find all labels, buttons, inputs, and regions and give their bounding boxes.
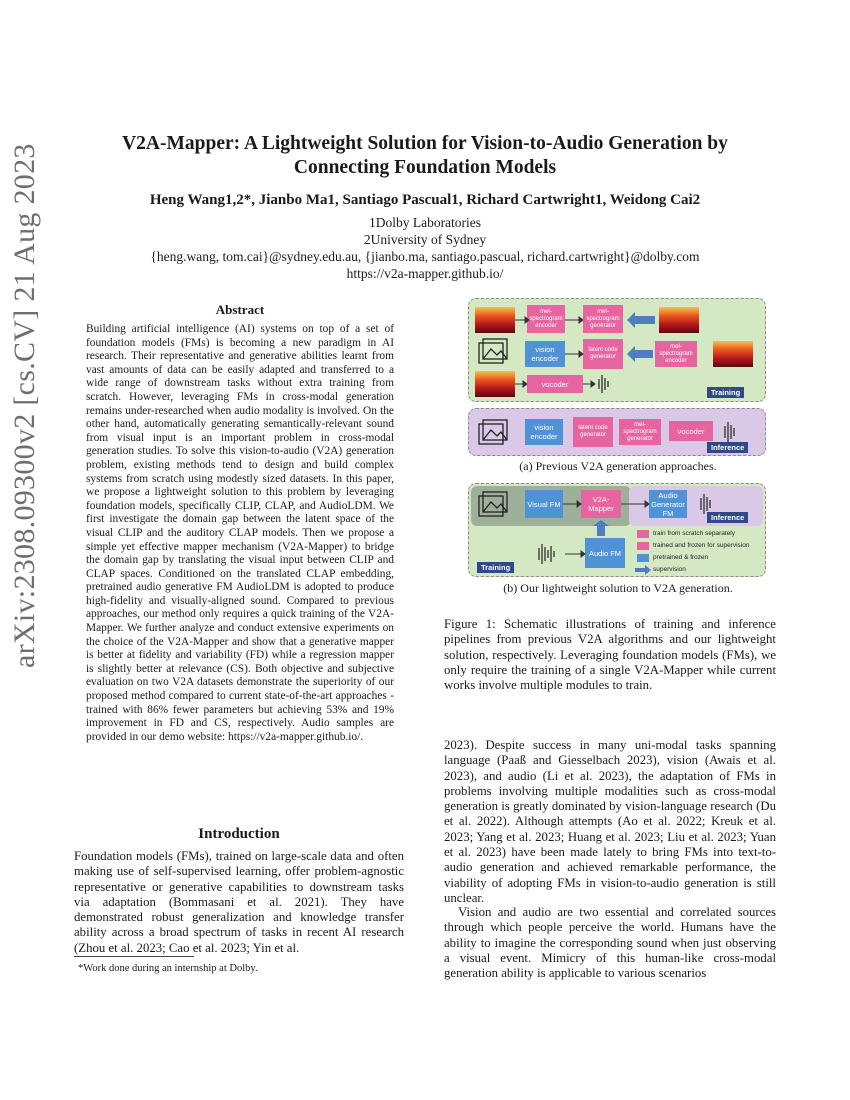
legend-arrow-icon [635, 565, 653, 575]
training-tag: Training [477, 562, 514, 573]
mel-generator-block: mel-spectrogram generator [583, 305, 623, 333]
introduction-heading: Introduction [198, 826, 280, 842]
v2a-mapper-block: V2A-Mapper [581, 490, 621, 518]
figure-1 [468, 298, 768, 598]
intro-paragraph-2-text: Vision and audio are two essential and correlated sources through which people perceive the world. Humans have the ability to imagine the corresponding sound when just observing a visual event. Mimicry of this human-like cross-modal generation ability is applicable to various scenarios [444, 905, 776, 981]
audio-generator-fm-block: Audio Generator FM [649, 490, 687, 518]
footnote-rule [74, 956, 194, 957]
inference-tag: Inference [707, 512, 748, 523]
inference-a-arrows [469, 409, 767, 457]
legend-scratch: train from scratch separately [653, 530, 736, 537]
legend-pretrained: pretrained & frozen [653, 554, 709, 561]
abstract-text: Building artificial intelligence (AI) systems on top of a set of foundation models (FMs) is becoming a new paradigm in AI research. Their representative and generative abilities learnt from vast amounts of data can be easily adapted and transferred to a wide range of downstream tasks without extra training from scratch. However, leveraging FMs in cross-modal generation remains under-researched when audio modality is involved. On the other hand, automatically generating semantically-relevant sound from visual input is an important problem in cross-modal generation studies. To solve this vision-to-audio (V2A) generation problem, existing methods tend to design and build complex systems from scratch using modestly sized datasets. In this paper, we propose a lightweight solution to this problem by leveraging foundation models, specifically CLIP, CLAP, and AudioLDM. We first investigate the domain gap between the latent space of the visual CLIP and the auditory CLAP models. Then we propose a simple yet effective mapper mechanism (V2A-Mapper) to bridge the domain gap by translating the visual input between CLIP and CLAP spaces. Conditioned on the translated CLAP embedding, pretrained audio generative FM AudioLDM is adopted to produce high-fidelity and visually-aligned sound. Compared to previous approaches, our method only requires a quick training of the V2A-Mapper. We further analyze and conduct extensive experiments on the choice of the V2A-Mapper and show that a generative mapper is better at fidelity and variability (FD) while a regression mapper is slightly better at relevance (CS). Both objective and subjective evaluation on two V2A datasets demonstrate the superiority of our proposed method compared to current state-of-the-art approaches - trained with 86% fewer parameters but achieving 53% and 19% improvement in FD and CS, respectively. Audio samples are provided in our demo website: https://v2a-mapper.github.io/. [86, 323, 394, 743]
intro-paragraph-1: Foundation models (FMs), trained on large-scale data and often making use of self-supervised learning, offer problem-agnostic representative or generative capabilities to downstream tasks via adaptation (Bommasani et al. 2021). They have demonstrated robust generalization and knowledge transfer ability across a broad spectrum of tasks in recent AI research (Zhou et al. 2023; Cao et al. 2023; Yin et al. [74, 849, 404, 955]
legend-swatch-blue [637, 554, 649, 562]
training-panel-a [468, 298, 766, 402]
latent-generator-block: latent code generator [573, 417, 613, 447]
vision-encoder-block: vision encoder [525, 341, 565, 367]
mel-encoder-block-2: mel-spectrogram encoder [655, 341, 697, 367]
subcaption-a: (a) Previous V2A generation approaches. [519, 459, 717, 473]
vocoder-block: vocoder [669, 421, 713, 441]
affiliation-1: 1Dolby Laboratories [368, 215, 482, 230]
vision-encoder-block: vision encoder [525, 419, 563, 445]
author-emails: {heng.wang, tom.cai}@sydney.edu.au, {jianbo.ma, santiago.pascual, richard.cartwright}@dolby.com [150, 249, 700, 264]
visual-fm-block: Visual FM [525, 490, 563, 518]
legend-frozen: trained and frozen for supervision [653, 542, 750, 549]
affiliation-2: 2University of Sydney [363, 232, 487, 247]
latent-generator-block: latent code generator [583, 339, 623, 369]
training-tag: Training [707, 387, 744, 398]
paper-title [60, 132, 790, 180]
project-website[interactable]: https://v2a-mapper.github.io/ [346, 266, 504, 281]
arxiv-stamp: arXiv:2308.09300v2 [cs.CV] 21 Aug 2023 [8, 143, 41, 668]
training-a-arrows [469, 299, 767, 403]
footnote: *Work done during an internship at Dolby. [78, 963, 258, 974]
intro-continuation: 2023). Despite success in many uni-modal tasks spanning language (Paaß and Giesselbach 2023), vision (Awais et al. 2023), and audio (Li et al. 2023), the adaptation of FMs in problems involving multiple modalities such as cross-modal generation is greatly dominated by vision-language research (Du et al. 2022). Although attempts (Ao et al. 2022; Kreuk et al. 2023; Yang et al. 2023; Huang et al. 2023; Liu et al. 2023; Yuan et al. 2023) have been made lately to bring FMs into text-to-audio generation and achieved remarkable performance, the viability of adopting FMs in vision-to-audio generation is still unclear. [444, 738, 776, 905]
legend-swatch-pink-lock [637, 542, 649, 550]
vocoder-block: vocoder [527, 375, 583, 393]
abstract-heading: Abstract [215, 302, 265, 317]
intro-paragraph-2 [444, 905, 776, 981]
legend-supervision: supervision [653, 566, 686, 573]
inference-panel-a [468, 408, 766, 456]
figure-caption: Figure 1: Schematic illustrations of training and inference pipelines from previous V2A algorithms and our lightweight solution, respectively. Leveraging foundation models (FMs), we only require the training of a single V2A-Mapper while current works involve multiple modules to train. [444, 617, 776, 693]
mel-generator-block: mel-spectrogram generator [619, 419, 661, 445]
inference-tag: Inference [707, 442, 748, 453]
audio-fm-block: Audio FM [585, 538, 625, 568]
mel-encoder-block: mel-spectrogram encoder [527, 305, 565, 333]
legend-swatch-pink [637, 530, 649, 538]
training-panel-b [468, 483, 766, 577]
subcaption-b-text: (b) Our lightweight solution to V2A generation. [503, 581, 733, 595]
title-line-2: Connecting Foundation Models [293, 157, 557, 178]
author-list: Heng Wang1,2*, Jianbo Ma1, Santiago Pascual1, Richard Cartwright1, Weidong Cai2 [149, 192, 701, 208]
title-line-1: V2A-Mapper: A Lightweight Solution for Vision-to-Audio Generation by [122, 133, 728, 154]
